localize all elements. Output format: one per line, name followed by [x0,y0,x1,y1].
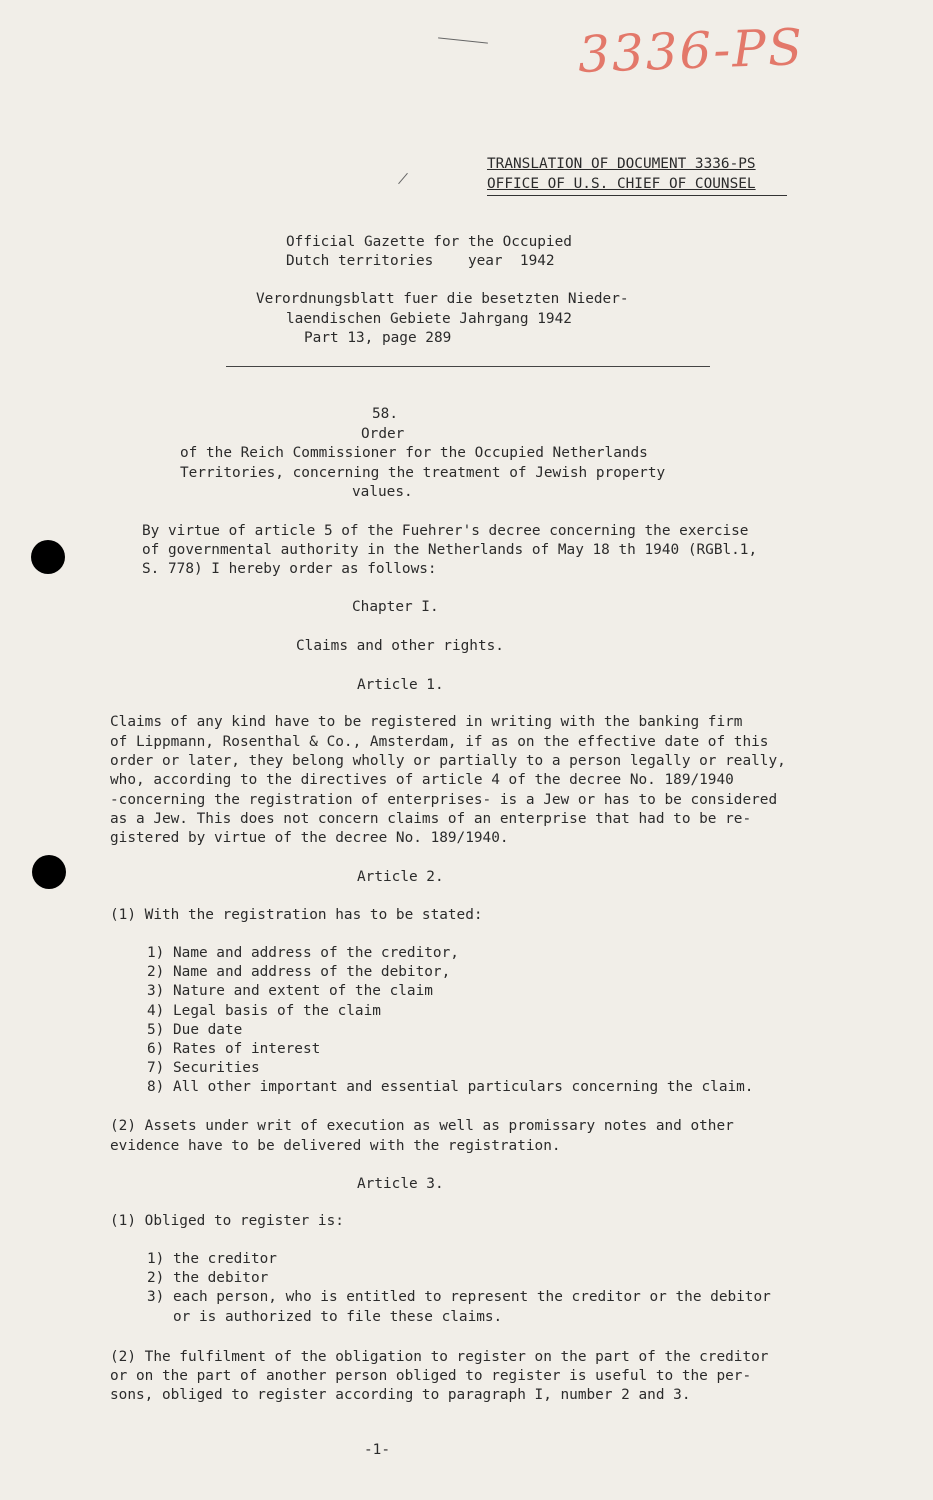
list-item: 6) Rates of interest [147,1041,321,1058]
order-number: 58. [372,406,398,422]
article-3-item-list [147,1250,771,1327]
source-de-line-2: laendischen Gebiete Jahrgang 1942 [286,311,572,327]
punch-hole [31,540,65,574]
article-2-para-2-line-1: (2) Assets under writ of execution as well as promissary notes and other [110,1118,734,1134]
list-item: 2) Name and address of the debitor, [147,964,451,981]
article-1-heading: Article 1. [357,677,444,693]
order-title-line-1: of the Reich Commissioner for the Occupied Netherlands [180,445,648,461]
preamble-line-3: S. 778) I hereby order as follows: [142,561,437,577]
article-2-item-list [147,944,753,1098]
punch-hole [32,855,66,889]
article-1-line: gistered by virtue of the decree No. 189/1940. [110,830,509,846]
article-2-heading: Article 2. [357,869,444,885]
list-item: 2) the debitor [147,1270,269,1287]
article-2-para-1: (1) With the registration has to be stated: [110,907,483,923]
article-3-para-2-line: sons, obliged to register according to paragraph I, number 2 and 3. [110,1387,691,1403]
chapter-title: Claims and other rights. [296,638,504,654]
order-label: Order [361,426,405,442]
article-1-line: -concerning the registration of enterprises- is a Jew or has to be considered [110,792,778,808]
stray-mark [398,173,408,184]
list-item: 3) Nature and extent of the claim [147,983,433,1000]
list-item: 1) the creditor [147,1251,277,1267]
handwritten-document-number: 3336-PS [577,18,805,84]
stray-mark [438,37,488,43]
article-1-line: as a Jew. This does not concern claims of an enterprise that had to be re- [110,811,752,827]
header-line-1: TRANSLATION OF DOCUMENT 3336-PS [487,156,756,172]
list-item: 1) Name and address of the creditor, [147,945,459,961]
source-part: Part 13, page 289 [304,330,452,346]
article-3-para-2-line: (2) The fulfilment of the obligation to register on the part of the creditor [110,1349,769,1365]
list-item: 5) Due date [147,1021,243,1038]
list-item: 3) each person, who is entitled to represent the creditor or the debitor [147,1289,771,1306]
order-title-line-2: Territories, concerning the treatment of Jewish property [180,465,666,481]
chapter-heading: Chapter I. [352,599,439,615]
article-1-line: of Lippmann, Rosenthal & Co., Amsterdam, if as on the effective date of this [110,734,769,750]
article-3-heading: Article 3. [357,1176,444,1192]
article-1-line: order or later, they belong wholly or partially to a person legally or really, [110,753,786,769]
article-3-para-1: (1) Obliged to register is: [110,1213,344,1229]
source-en-line-1: Official Gazette for the Occupied [286,234,572,250]
preamble-line-1: By virtue of article 5 of the Fuehrer's decree concerning the exercise [142,523,749,539]
article-3-para-2-line: or on the part of another person obliged to register is useful to the per- [110,1368,752,1384]
header-underline [487,195,787,196]
translation-header [487,154,756,194]
list-item: 8) All other important and essential particulars concerning the claim. [147,1079,754,1096]
article-2-para-2-line-2: evidence have to be delivered with the registration. [110,1138,561,1154]
source-de-line-1: Verordnungsblatt fuer die besetzten Nieder- [256,291,629,307]
article-1-line: who, according to the directives of article 4 of the decree No. 189/1940 [110,772,734,788]
section-divider [226,366,710,367]
article-1-line: Claims of any kind have to be registered in writing with the banking firm [110,714,743,730]
list-item: 4) Legal basis of the claim [147,1002,381,1019]
source-en-line-2: Dutch territories year 1942 [286,253,555,269]
list-item: or is authorized to file these claims. [147,1308,503,1325]
preamble-line-2: of governmental authority in the Netherlands of May 18 th 1940 (RGBl.1, [142,542,758,558]
page-number: -1- [364,1442,390,1458]
header-line-2: OFFICE OF U.S. CHIEF OF COUNSEL [487,176,756,192]
order-title-line-3: values. [352,484,413,500]
list-item: 7) Securities [147,1060,260,1077]
